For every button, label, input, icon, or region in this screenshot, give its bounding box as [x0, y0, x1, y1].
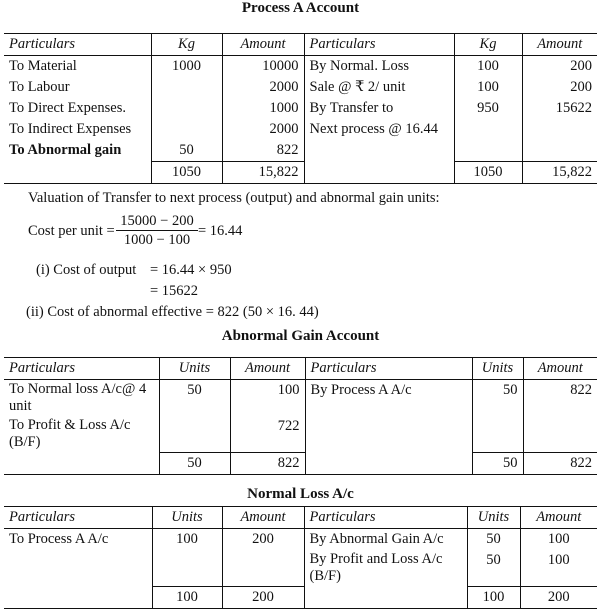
debit-amount: 822 [222, 140, 304, 162]
debit-particular: To Profit & Loss A/c (B/F) [9, 417, 131, 450]
header-units: Units [152, 507, 222, 529]
debit-amount: 722 [230, 416, 305, 452]
total-row [4, 162, 597, 184]
debit-particular: To Normal loss A/c@ 4 unit [9, 381, 147, 414]
debit-amount: 2000 [222, 77, 304, 98]
total-debit-kg: 1050 [151, 162, 222, 184]
debit-kg [151, 119, 222, 140]
header-kg: Kg [454, 34, 522, 56]
credit-amount: 200 [522, 77, 597, 98]
total-row [4, 586, 597, 608]
debit-amount: 10000 [222, 56, 304, 78]
header-amount: Amount [520, 507, 597, 529]
credit-amount: 822 [523, 380, 597, 417]
header-units: Units [159, 358, 230, 380]
header-particulars: Particulars [4, 358, 159, 380]
debit-units: 50 [159, 380, 230, 417]
debit-particular: To Direct Expenses. [9, 100, 126, 116]
fraction-denominator: 1000 − 100 [123, 232, 191, 248]
table-row [4, 77, 597, 98]
header-units: Units [467, 507, 520, 529]
credit-particular: Next process @ 16.44 [304, 119, 454, 140]
debit-particular: To Material [9, 58, 77, 74]
credit-amount: 200 [522, 56, 597, 78]
credit-amount: 100 [520, 550, 597, 586]
credit-amount [522, 119, 597, 140]
abnormal-cost-line: (ii) Cost of abnormal effective = 822 (50 × 16. 44) [26, 304, 319, 320]
total-debit-units: 50 [159, 452, 230, 474]
total-credit-kg: 1050 [454, 162, 522, 184]
total-debit-amount: 15,822 [222, 162, 304, 184]
fraction-numerator: 15000 − 200 [116, 212, 198, 231]
header-particulars: Particulars [304, 34, 454, 56]
header-particulars: Particulars [305, 358, 472, 380]
header-amount: Amount [522, 34, 597, 56]
header-particulars: Particulars [4, 34, 151, 56]
cost-of-output-label: (i) Cost of output [36, 262, 137, 278]
working-intro: Valuation of Transfer to next process (output) and abnormal gain units: [28, 190, 440, 206]
fraction [116, 212, 198, 249]
header-particulars: Particulars [304, 507, 467, 529]
table-header [4, 34, 597, 56]
credit-units: 50 [467, 550, 520, 586]
credit-units: 50 [467, 529, 520, 551]
debit-kg [151, 98, 222, 119]
header-kg: Kg [151, 34, 222, 56]
debit-amount: 1000 [222, 98, 304, 119]
credit-kg [454, 119, 522, 140]
table-row [4, 550, 597, 586]
total-credit-amount: 822 [523, 452, 597, 474]
credit-particular: By Process A A/c [305, 380, 472, 417]
cost-of-output-line2: = 15622 [150, 283, 199, 299]
cost-of-output-line1: = 16.44 × 950 [150, 262, 232, 278]
header-particulars: Particulars [4, 507, 152, 529]
total-credit-amount: 200 [520, 586, 597, 608]
debit-amount: 200 [222, 529, 304, 551]
table-header [4, 507, 597, 529]
total-debit-units: 100 [152, 586, 222, 608]
credit-units: 50 [472, 380, 523, 417]
debit-kg [151, 77, 222, 98]
debit-particular: To Process A A/c [9, 531, 109, 547]
total-row [4, 452, 597, 474]
table-row [4, 380, 597, 417]
credit-particular: By Transfer to [304, 98, 454, 119]
debit-amount: 100 [230, 380, 305, 417]
header-amount: Amount [230, 358, 305, 380]
header-amount: Amount [523, 358, 597, 380]
credit-kg: 950 [454, 98, 522, 119]
total-credit-amount: 15,822 [522, 162, 597, 184]
total-debit-amount: 200 [222, 586, 304, 608]
debit-amount: 2000 [222, 119, 304, 140]
debit-particular: To Indirect Expenses [9, 121, 132, 137]
credit-kg: 100 [454, 77, 522, 98]
credit-particular: By Normal. Loss [304, 56, 454, 78]
table-row [4, 119, 597, 140]
table-row [4, 98, 597, 119]
cost-per-unit-result: = 16.44 [198, 223, 243, 239]
normal-loss-title: Normal Loss A/c [247, 486, 354, 502]
table-row [4, 56, 597, 78]
credit-amount: 100 [520, 529, 597, 551]
process-a-table [4, 33, 597, 184]
credit-particular: By Profit and Loss A/c (B/F) [304, 550, 467, 586]
total-credit-units: 50 [472, 452, 523, 474]
debit-particular: To Abnormal gain [9, 142, 122, 158]
debit-units: 100 [152, 529, 222, 551]
credit-kg: 100 [454, 56, 522, 78]
debit-kg: 1000 [151, 56, 222, 78]
credit-particular: Sale @ ₹ 2/ unit [304, 77, 454, 98]
debit-kg: 50 [151, 140, 222, 162]
table-row [4, 140, 597, 162]
total-debit-amount: 822 [230, 452, 305, 474]
credit-amount: 15622 [522, 98, 597, 119]
abnormal-gain-title: Abnormal Gain Account [221, 328, 380, 344]
header-amount: Amount [222, 507, 304, 529]
credit-particular: By Abnormal Gain A/c [304, 529, 467, 551]
cost-per-unit-label: Cost per unit = [28, 223, 115, 239]
abnormal-gain-table [4, 357, 597, 475]
process-a-title: Process A Account [241, 0, 360, 16]
header-units: Units [472, 358, 523, 380]
table-header [4, 358, 597, 380]
normal-loss-table [4, 506, 597, 609]
header-amount: Amount [222, 34, 304, 56]
table-row [4, 416, 597, 452]
table-row [4, 529, 597, 551]
total-credit-units: 100 [467, 586, 520, 608]
debit-particular: To Labour [9, 79, 70, 95]
